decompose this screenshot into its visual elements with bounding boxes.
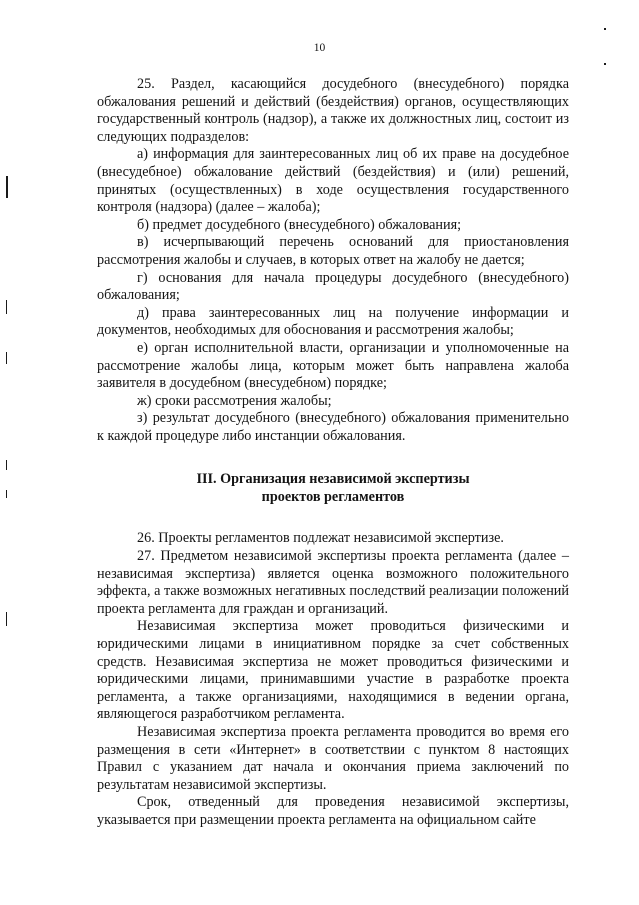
list-item-z: з) результат досудебного (внесудебного) обжалования применительно к каждой процедуре либо инстанции обжалования. [97, 410, 569, 444]
section-heading-line2: проектов регламентов [261, 489, 405, 506]
section-heading-line1: III. Организация независимой экспертизы [196, 471, 470, 488]
scan-mark [6, 300, 7, 314]
document-body [97, 76, 569, 830]
list-item-zh: ж) сроки рассмотрения жалобы; [137, 392, 332, 409]
section-heading [97, 470, 569, 506]
paragraph-25: 25. Раздел, касающийся досудебного (внесудебного) порядка обжалования решений и действий (бездействия) органов, осуществляющих государственный контроль (надзор), а также их должностных лиц, состоит из следующих подразделов: [97, 76, 569, 145]
paragraph-term: Срок, отведенный для проведения независимой экспертизы, указывается при размещении проекта регламента на официальном сайте [97, 794, 569, 828]
list-item-b: б) предмет досудебного (внесудебного) обжалования; [137, 216, 462, 233]
scan-dot [604, 63, 606, 65]
scan-mark [6, 612, 7, 626]
paragraph-26: 26. Проекты регламентов подлежат независимой экспертизе. [137, 530, 504, 547]
list-item-e: е) орган исполнительной власти, организации и уполномоченные на рассмотрение жалобы лица, которым может быть направлена жалоба заявителя в досудебном (внесудебном) порядке; [97, 339, 569, 392]
page-number: 10 [313, 42, 326, 54]
scan-mark [6, 352, 7, 364]
scan-dot [604, 28, 606, 30]
scan-mark [6, 460, 7, 470]
list-item-d: д) права заинтересованных лиц на получение информации и документов, необходимых для обоснования и рассмотрения жалобы; [97, 304, 569, 339]
paragraph-expertise-period: Независимая экспертиза проекта регламента проводится во время его размещения в сети «Интернет» в соответствии с пунктом 8 настоящих Правил с указанием дат начала и окончания приема заключений по результатам независимой экспертизы. [97, 724, 569, 793]
paragraph-independent-experts: Независимая экспертиза может проводиться физическими и юридическими лицами в инициативном порядке за счет собственных средств. Независимая экспертиза не может проводиться физическими и юридическими лицами, принимавшими участие в разработке проекта регламента, а также организациями, находящимися в ведении органа, являющегося разработчиком регламента. [97, 618, 569, 723]
list-item-v: в) исчерпывающий перечень оснований для приостановления рассмотрения жалобы и случаев, в которых ответ на жалобу не дается; [97, 234, 569, 268]
paragraph-27: 27. Предметом независимой экспертизы проекта регламента (далее – независимая экспертиза) является оценка возможного положительного эффекта, а также возможных негативных последствий реализации положений проекта регламента для граждан и организаций. [97, 548, 569, 617]
list-item-g: г) основания для начала процедуры досудебного (внесудебного) обжалования; [97, 269, 569, 304]
scan-mark [6, 176, 8, 198]
list-item-a: а) информация для заинтересованных лиц об их праве на досудебное (внесудебное) обжалование действий (бездействия) и (или) решений, принятых (осуществленных) в ходе осуществления государственного контроля (надзора) (далее – жалоба); [97, 146, 569, 216]
scan-mark [6, 490, 7, 498]
